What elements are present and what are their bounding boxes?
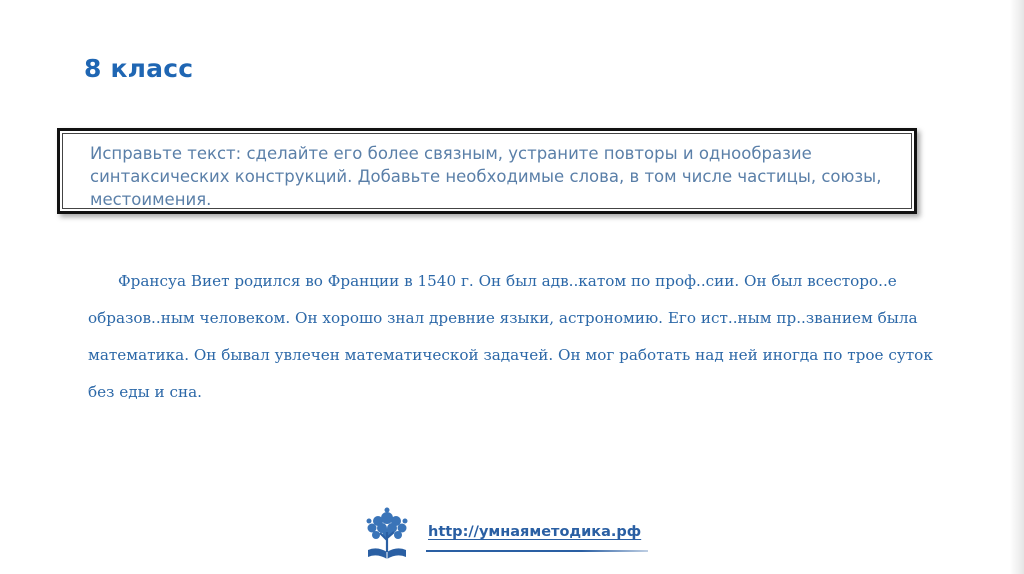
- tree-book-icon: [362, 506, 412, 564]
- exercise-text: Франсуа Виет родился во Франции в 1540 г. Он был адв..катом по проф..сии. Он был всесторо..е образов..ным человеком. Он хорошо знал древние языки, астрономию. Его ист..ным пр..званием была математика. Он бывал увлечен математической задачей. Он мог работать над ней иногда по трое суток без еды и сна.: [88, 272, 933, 401]
- slide-edge-shadow: [1010, 0, 1024, 574]
- footer: [362, 506, 662, 566]
- website-link[interactable]: http://умнаяметодика.рф: [428, 524, 642, 540]
- task-box: [57, 128, 917, 214]
- task-instruction: Исправьте текст: сделайте его более связным, устраните повторы и однообразие синтаксических конструкций. Добавьте необходимые слова, в том числе частицы, союзы, местоимения.: [90, 144, 882, 209]
- footer-underline: [426, 550, 648, 552]
- slide-title: 8 класс: [84, 54, 194, 83]
